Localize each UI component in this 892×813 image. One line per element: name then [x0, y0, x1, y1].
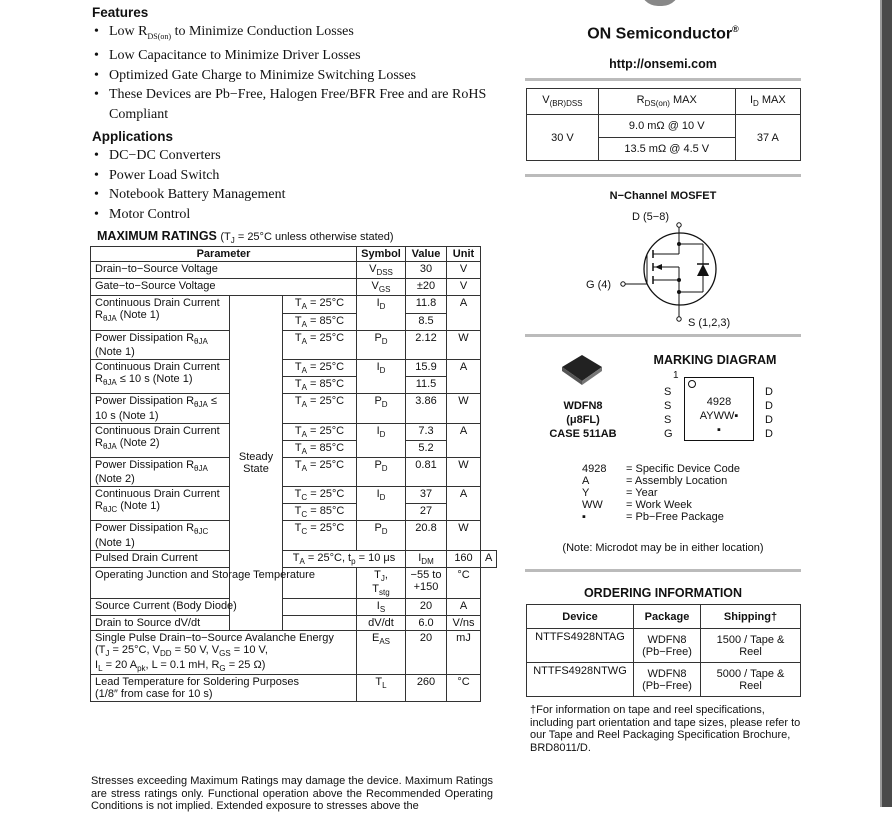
pin-label: G	[664, 428, 673, 440]
cond-cell: $T_A = 25^\circ C$	[283, 330, 357, 359]
value-cell: 15.9	[406, 359, 447, 376]
symbol-cell: $V_{DSS}$	[357, 262, 406, 279]
features-list	[92, 22, 512, 124]
value-cell: 0.81	[406, 457, 447, 486]
value-cell: 27	[406, 504, 447, 521]
table-row	[91, 359, 497, 376]
value-cell: 30	[406, 262, 447, 279]
summary-id: 37 A	[735, 115, 800, 161]
table-row	[91, 674, 497, 701]
marking-code: 4928	[706, 396, 732, 408]
legend-key: Y	[582, 487, 590, 499]
divider	[525, 78, 801, 81]
unit-cell: A	[481, 550, 497, 567]
summary-vbr: 30 V	[527, 115, 599, 161]
unit-cell: V/ns	[447, 616, 481, 631]
param-cell: Power Dissipation $R_{\theta JA} \le 10$ s (Note 1)	[91, 394, 230, 423]
ordering-header-shipping: Shipping†	[701, 605, 801, 629]
pin-label: D	[765, 386, 773, 398]
value-cell: 20	[406, 599, 447, 616]
shipping-cell: 5000 / Tape & Reel	[701, 663, 801, 697]
marking-date: AYWW▪	[699, 410, 739, 422]
cond-cell: $T_A = 25^\circ C$	[283, 359, 357, 376]
cond-cell: $T_A = 85^\circ C$	[283, 377, 357, 394]
package-case: CASE 511AB	[549, 428, 617, 440]
cond-cell: $T_A = 85^\circ C$	[283, 440, 357, 457]
mosfet-symbol-icon	[615, 222, 735, 322]
value-cell: 11.5	[406, 377, 447, 394]
device-cell: NTTFS4928NTWG	[527, 663, 634, 697]
unit-cell: W	[447, 521, 481, 550]
value-cell: 20.8	[406, 521, 447, 550]
chip-left-pins	[664, 385, 673, 441]
value-cell: 37	[406, 487, 447, 504]
param-cell: Single Pulse Drain−to−Source Avalanche Energy ($T_J = 25^\circ C$, $V_{DD} = 50$ V, $V_{GS} = 10$ V, $I_L = 20$ $A_{pk}$, L = 0.1 mH, $R_G = 25$ Ω)	[91, 631, 357, 674]
param-cell: Continuous Drain Current $R_{\theta JA}$ (Note 1)	[91, 296, 230, 330]
divider	[525, 569, 801, 572]
steady-state-cell: Steady State	[230, 296, 283, 631]
summary-header-rds: $R_{DS(on)}$ MAX	[598, 89, 735, 115]
param-cell: Continuous Drain Current $R_{\theta JA}$ (Note 2)	[91, 423, 230, 457]
summary-rds-4v5: 13.5 mΩ @ 4.5 V	[598, 138, 735, 161]
symbol-cell: $P_D$	[357, 457, 406, 486]
package-icon	[558, 353, 606, 387]
ratings-heading	[97, 229, 394, 245]
legend-desc: = Specific Device Code	[626, 463, 741, 475]
summary-header-vbr: $V_{(BR)DSS}$	[527, 89, 599, 115]
legend-desc: = Work Week	[626, 499, 692, 511]
package-alt: (μ8FL)	[566, 414, 600, 426]
symbol-cell: $V_{GS}$	[357, 279, 406, 296]
marking-microdot: ▪	[717, 424, 721, 436]
scrollbar-edge	[880, 0, 882, 807]
table-row	[91, 262, 497, 279]
cond-cell: $T_C = 25^\circ C$	[283, 521, 357, 550]
pin-label: S	[664, 414, 672, 426]
maximum-ratings-table	[90, 246, 497, 702]
ordering-header-package: Package	[634, 605, 701, 629]
symbol-cell: $I_{DM}$	[406, 550, 447, 567]
ratings-footnote: Stresses exceeding Maximum Ratings may damage the device. Maximum Ratings are stress ratings only. Functional operation above the Recommended Operating Conditions is not implied. Extended exposure to stresses above the	[91, 775, 493, 812]
param-cell: Lead Temperature for Soldering Purposes (1/8″ from case for 10 s)	[91, 674, 357, 701]
table-row	[527, 663, 801, 697]
value-cell: 11.8	[406, 296, 447, 313]
logo-icon	[640, 0, 680, 6]
brand-name	[525, 24, 801, 43]
feature-item: • Low Capacitance to Minimize Driver Losses	[92, 46, 512, 66]
symbol-cell: $I_D$	[357, 296, 406, 330]
ordering-title: ORDERING INFORMATION	[583, 586, 743, 600]
legend-key: 4928	[582, 463, 607, 475]
pin-label: S	[664, 386, 672, 398]
param-cell: Drain to Source dV/dt	[91, 616, 357, 631]
marking-chip	[684, 377, 754, 441]
applications-list	[92, 146, 512, 224]
header-value: Value	[406, 247, 447, 262]
value-cell: 260	[406, 674, 447, 701]
table-row	[91, 616, 497, 631]
divider	[525, 174, 801, 177]
features-title: Features	[92, 5, 149, 20]
feature-item: • Optimized Gate Charge to Minimize Switching Losses	[92, 66, 512, 86]
unit-cell: A	[447, 599, 481, 616]
summary-header-id: $I_D$ MAX	[735, 89, 800, 115]
brand-name-text: ON Semiconductor	[587, 25, 733, 43]
symbol-cell: $E_{AS}$	[357, 631, 406, 674]
unit-cell: A	[447, 359, 481, 393]
table-row	[91, 423, 497, 440]
legend-key: WW	[582, 499, 603, 511]
symbol-cell: $P_D$	[357, 330, 406, 359]
header-symbol: Symbol	[357, 247, 406, 262]
symbol-cell: $I_D$	[357, 359, 406, 393]
param-cell: Source Current (Body Diode)	[91, 599, 357, 616]
param-cell: Pulsed Drain Current	[91, 550, 230, 567]
symbol-cell: $P_D$	[357, 521, 406, 550]
value-cell: −55 to +150	[406, 567, 447, 598]
unit-cell: °C	[447, 674, 481, 701]
ratings-title: MAXIMUM RATINGS	[97, 229, 217, 243]
symbol-cell: $I_D$	[357, 423, 406, 457]
value-cell: 6.0	[406, 616, 447, 631]
application-item: • Power Load Switch	[92, 166, 512, 186]
symbol-cell: $I_D$	[357, 487, 406, 521]
cond-cell: $T_A = 25^\circ C$	[283, 394, 357, 423]
application-item: • Notebook Battery Management	[92, 185, 512, 205]
package-cell: WDFN8 (Pb−Free)	[634, 663, 701, 697]
package-cell: WDFN8 (Pb−Free)	[634, 629, 701, 663]
unit-cell: W	[447, 330, 481, 359]
pin1-label: 1	[673, 370, 679, 381]
table-row	[91, 330, 497, 359]
unit-cell: W	[447, 394, 481, 423]
pin-label: D	[765, 414, 773, 426]
legend-desc: = Assembly Location	[626, 475, 728, 487]
param-cell: Power Dissipation $R_{\theta JA}$ (Note 2)	[91, 457, 230, 486]
cond-cell: $T_A = 25^\circ C$	[283, 423, 357, 440]
package-info	[540, 399, 626, 441]
param-cell: Power Dissipation $R_{\theta JC}$ (Note 1)	[91, 521, 230, 550]
cond-cell: $T_A = 85^\circ C$	[283, 313, 357, 330]
table-row	[91, 631, 497, 674]
divider	[525, 334, 801, 337]
drain-label: D (5−8)	[632, 211, 669, 223]
table-row	[91, 487, 497, 504]
param-cell: Power Dissipation $R_{\theta JA}$ (Note 1)	[91, 330, 230, 359]
value-cell: ±20	[406, 279, 447, 296]
pin-label: D	[765, 428, 773, 440]
legend-key: A	[582, 475, 590, 487]
value-cell: 20	[406, 631, 447, 674]
cond-cell: $T_C = 85^\circ C$	[283, 504, 357, 521]
value-cell: 3.86	[406, 394, 447, 423]
cond-cell: $T_A = 25^\circ C$, $t_p = 10$ μs	[283, 550, 406, 567]
mosfet-title: N−Channel MOSFET	[609, 190, 717, 202]
table-row	[91, 394, 497, 423]
table-row	[91, 296, 497, 313]
table-row	[91, 521, 497, 550]
symbol-cell: dV/dt	[357, 616, 406, 631]
cond-cell: $T_C = 25^\circ C$	[283, 487, 357, 504]
table-row	[91, 457, 497, 486]
unit-cell: V	[447, 262, 481, 279]
pin-label: D	[765, 400, 773, 412]
gate-label: G (4)	[586, 279, 612, 291]
value-cell: 160	[447, 550, 481, 567]
applications-title: Applications	[92, 129, 174, 144]
table-row	[91, 567, 497, 598]
param-cell: Continuous Drain Current $R_{\theta JA} \le 10$ s (Note 1)	[91, 359, 230, 393]
value-cell: 7.3	[406, 423, 447, 440]
device-cell: NTTFS4928NTAG	[527, 629, 634, 663]
summary-rds-10v: 9.0 mΩ @ 10 V	[598, 115, 735, 138]
unit-cell: °C	[447, 567, 481, 598]
chip-right-pins	[765, 385, 773, 441]
unit-cell: A	[447, 487, 481, 521]
marking-legend	[582, 463, 740, 523]
legend-key: ▪	[582, 511, 586, 523]
header-parameter: Parameter	[91, 247, 357, 262]
table-row	[527, 629, 801, 663]
table-row	[91, 599, 497, 616]
marking-title: MARKING DIAGRAM	[653, 353, 777, 367]
feature-item: • Low $R_{DS(on)}$ to Minimize Conduction Losses	[92, 22, 512, 46]
unit-cell: W	[447, 457, 481, 486]
legend-desc: = Year	[626, 487, 658, 499]
cond-cell: $T_A = 25^\circ C$	[283, 457, 357, 486]
legend-desc: = Pb−Free Package	[626, 511, 724, 523]
ordering-table	[526, 604, 801, 697]
application-item: • DC−DC Converters	[92, 146, 512, 166]
unit-cell: V	[447, 279, 481, 296]
value-cell: 5.2	[406, 440, 447, 457]
param-cell: Gate−to−Source Voltage	[91, 279, 357, 296]
registered-mark: ®	[732, 24, 739, 34]
value-cell: 8.5	[406, 313, 447, 330]
unit-cell: A	[447, 296, 481, 330]
ordering-note: †For information on tape and reel specifications, including part orientation and tape sizes, please refer to our Tape and Reel Packaging Specification Brochure, BRD8011/D.	[530, 704, 801, 754]
unit-cell: mJ	[447, 631, 481, 674]
brand-url-link[interactable]: http://onsemi.com	[609, 57, 717, 71]
symbol-cell: $I_S$	[357, 599, 406, 616]
ratings-condition: ($T_J = 25^\circ C$ unless otherwise stated)	[220, 231, 394, 246]
symbol-cell: $T_J$, $T_{stg}$	[357, 567, 406, 598]
source-label: S (1,2,3)	[688, 317, 731, 329]
symbol-cell: $P_D$	[357, 394, 406, 423]
feature-item: • These Devices are Pb−Free, Halogen Free/BFR Free and are RoHS Compliant	[92, 85, 512, 124]
symbol-cell: $T_L$	[357, 674, 406, 701]
table-row	[91, 279, 497, 296]
marking-note: (Note: Microdot may be in either location)	[562, 542, 764, 554]
shipping-cell: 1500 / Tape & Reel	[701, 629, 801, 663]
param-cell: Drain−to−Source Voltage	[91, 262, 357, 279]
summary-table	[526, 88, 801, 161]
pin-label: S	[664, 400, 672, 412]
param-cell: Operating Junction and Storage Temperature	[91, 567, 357, 598]
ordering-header-device: Device	[527, 605, 634, 629]
param-cell: Continuous Drain Current $R_{\theta JC}$ (Note 1)	[91, 487, 230, 521]
package-name: WDFN8	[563, 400, 603, 412]
table-row	[91, 550, 497, 567]
header-unit: Unit	[447, 247, 481, 262]
window-scrollbar[interactable]	[882, 0, 892, 807]
application-item: • Motor Control	[92, 205, 512, 225]
pin1-dot-icon	[688, 380, 696, 388]
value-cell: 2.12	[406, 330, 447, 359]
unit-cell: A	[447, 423, 481, 457]
cond-cell: $T_A = 25^\circ C$	[283, 296, 357, 313]
